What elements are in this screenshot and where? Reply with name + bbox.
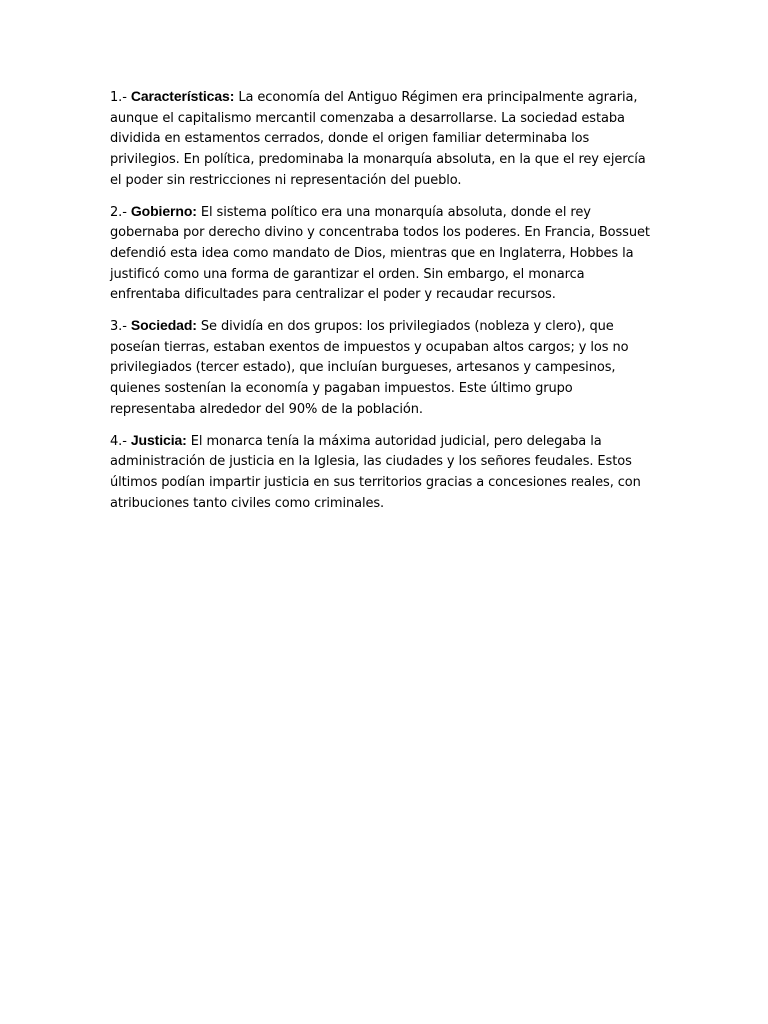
section-heading: Características: xyxy=(130,88,235,104)
section-number: 1.- xyxy=(110,90,127,105)
section-number: 2.- xyxy=(110,204,127,220)
section-gobierno xyxy=(110,201,656,307)
section-number: 3.- xyxy=(110,319,127,335)
section-heading: Justicia: xyxy=(130,431,187,448)
section-text: El sistema político era una monarquía absoluta, donde el rey gobernaba por derecho divino y concentraba todos los poderes. En Francia, Bossuet defendió esta idea como mandato de Dios, mientras que en Inglaterra, Hobbes la justificó como una forma de garantizar el orden. Sin embargo, el monarca enfrentaba dificultades para centralizar el poder y recaudar recursos. xyxy=(110,204,650,303)
section-heading: Sociedad: xyxy=(130,317,197,334)
section-text: La economía del Antiguo Régimen era principalmente agraria, aunque el capitalismo mercantil comenzaba a desarrollarse. La sociedad estaba dividida en estamentos cerrados, donde el origen familiar determinaba los privilegios. En política, predominaba la monarquía absoluta, en la que el rey ejercía el poder sin restricciones ni representación del pueblo. xyxy=(110,90,646,188)
document-body xyxy=(110,86,656,523)
section-text: El monarca tenía la máxima autoridad judicial, pero delegaba la administración de justicia en la Iglesia, las ciudades y los señores feudales. Estos últimos podían impartir justicia en sus territorios gracias a concesiones reales, con atribuciones tanto civiles como criminales. xyxy=(110,433,641,511)
section-justicia xyxy=(110,430,656,515)
section-heading: Gobierno: xyxy=(130,202,197,219)
section-text: Se dividía en dos grupos: los privilegiados (nobleza y clero), que poseían tierras, estaban exentos de impuestos y ocupaban altos cargos; y los no privilegiados (tercer estado), que incluían burgueses, artesanos y campesinos, quienes sostenían la economía y pagaban impuestos. Este último grupo representaba alrededor del 90% de la población. xyxy=(110,319,629,417)
section-number: 4.- xyxy=(110,433,127,449)
section-sociedad xyxy=(110,315,656,421)
section-caracteristicas xyxy=(110,86,656,192)
